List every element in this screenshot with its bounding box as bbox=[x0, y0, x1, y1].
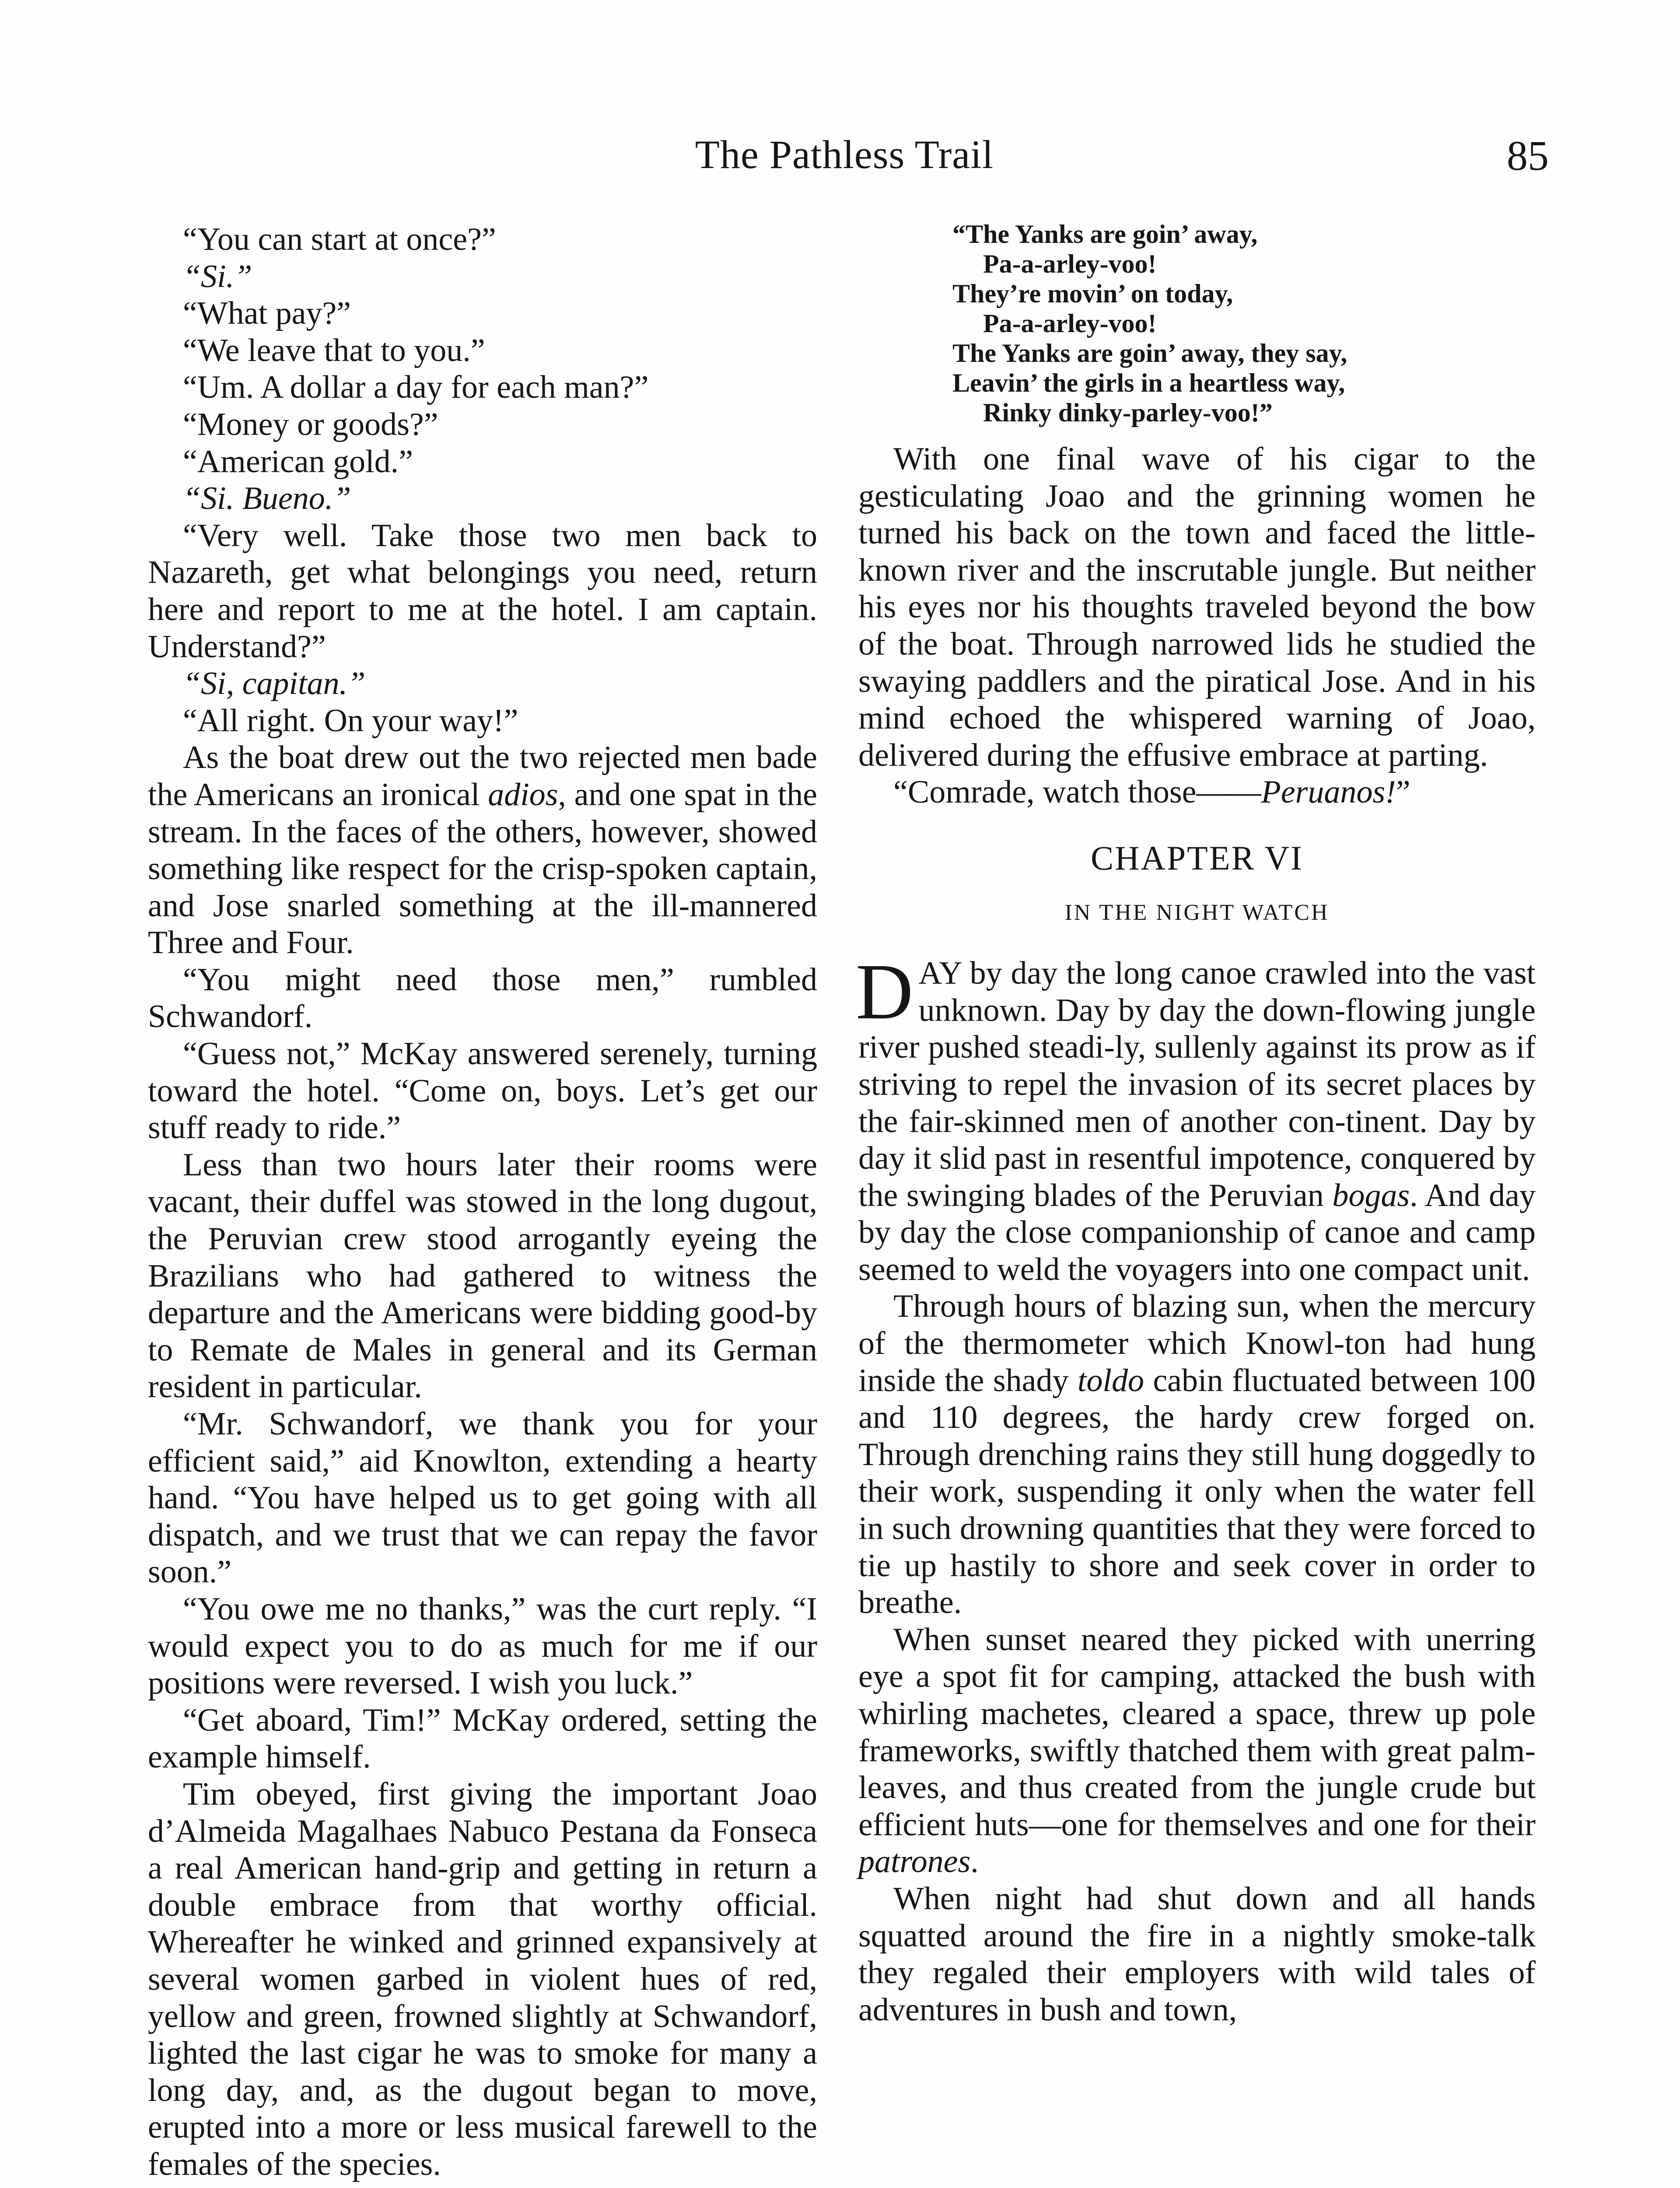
running-head bbox=[144, 131, 1549, 188]
italic-text: “Si.” bbox=[183, 258, 252, 295]
paragraph: Less than two hours later their rooms were vacant, their duffel was stowed in the long dugout, the Peruvian crew stood arrogantly eyeing the Brazilians who had gathered to witness the departure and the Americans were bidding good-by to Remate de Males in general and its German resident in particular. bbox=[148, 1147, 817, 1405]
text-run: ” bbox=[1396, 774, 1410, 810]
text-run: “Comrade, watch those—— bbox=[893, 774, 1261, 810]
text-run: When sunset neared they picked with unerring eye a spot fit for camping, attacked the bush with whirling machetes, cleared a space, threw up pole frameworks, swiftly thatched them with great palm-leaves, and thus created from the jungle crude but efficient huts—one for themselves and one for their bbox=[858, 1621, 1536, 1843]
paragraph bbox=[148, 258, 817, 295]
italic-text: “Si. Bueno.” bbox=[183, 480, 351, 517]
paragraph: “American gold.” bbox=[183, 443, 413, 480]
song-verse bbox=[952, 219, 1536, 428]
paragraph: “Very well. Take those two men back to Nazareth, get what belongings you need, return here and report to me at the hotel. I am captain. Understand?” bbox=[148, 517, 817, 665]
page-number: 85 bbox=[1507, 132, 1549, 179]
paragraph: With one final wave of his cigar to the gesticulating Joao and the grinning women he turned his back on the town and faced the little-known river and the inscrutable jungle. But neither his eyes nor his thoughts traveled beyond the bow of the boat. Through narrowed lids he studied the swaying paddlers and the piratical Jose. And in his mind echoed the whispered warning of Joao, delivered during the effusive embrace at parting. bbox=[858, 441, 1536, 773]
paragraph: “Mr. Schwandorf, we thank you for your efficient said,” aid Knowlton, extending a hearty hand. “You have helped us to get going with all dispatch, and we trust that we can repay the favor soon.” bbox=[148, 1406, 817, 1590]
verse-line: They’re movin’ on today, bbox=[952, 279, 1233, 308]
paragraph: “What pay?” bbox=[183, 295, 351, 332]
paragraph: “Um. A dollar a day for each man?” bbox=[183, 369, 649, 406]
italic-text: bogas bbox=[1332, 1177, 1410, 1213]
verse-line: Pa-a-arley-voo! bbox=[983, 309, 1157, 338]
italic-text: “Si, capitan.” bbox=[183, 666, 366, 702]
verse-line: Pa-a-arley-voo! bbox=[983, 249, 1157, 278]
paragraph: “Money or goods?” bbox=[183, 406, 438, 442]
drop-cap: D bbox=[856, 948, 914, 1036]
paragraph: “You can start at once?” bbox=[183, 221, 496, 257]
paragraph bbox=[858, 1288, 1536, 1621]
chapter-heading: CHAPTER VI bbox=[1091, 838, 1303, 877]
left-column bbox=[148, 221, 817, 2183]
text-run: Through hours of blazing sun, when the mercury of the thermometer which Knowl-ton had hung inside the shady bbox=[858, 1288, 1536, 1399]
page-title: The Pathless Trail bbox=[695, 132, 994, 177]
paragraph bbox=[858, 1621, 1536, 1880]
text-run: . And day by day the close companionship of canoe and camp seemed to weld the voyagers into one compact unit. bbox=[858, 1177, 1536, 1287]
italic-text: adios bbox=[488, 776, 558, 813]
text-run: As the boat drew out the two rejected men bade the Americans an ironical bbox=[148, 740, 817, 813]
paragraph: “You owe me no thanks,” was the curt reply. “I would expect you to do as much for me if our positions were reversed. I wish you luck.” bbox=[148, 1591, 817, 1701]
paragraph: “You might need those men,” rumbled Schwandorf. bbox=[148, 961, 817, 1035]
paragraph: “All right. On your way!” bbox=[183, 702, 518, 739]
paragraph: “Guess not,” McKay answered serenely, turning toward the hotel. “Come on, boys. Let’s get our stuff ready to ride.” bbox=[148, 1036, 817, 1146]
verse-line: “The Yanks are goin’ away, bbox=[952, 220, 1258, 249]
italic-text: toldo bbox=[1077, 1362, 1144, 1399]
text-run: , and one spat in the stream. In the faces of the others, however, showed something like respect for the crisp-spoken captain, and Jose snarled something at the ill-mannered Three and Four. bbox=[148, 776, 817, 961]
paragraph bbox=[856, 948, 1536, 1288]
paragraph bbox=[858, 774, 1536, 811]
italic-text: Peruanos! bbox=[1261, 774, 1396, 810]
text-run: cabin fluctuated between 100 and 110 degrees, the hardy crew forged on. Through drenching rains they still hung doggedly to their work, suspending it only when the water fell in such drowning quantities that they were forced to tie up hastily to shore and seek cover in order to breathe. bbox=[858, 1362, 1536, 1621]
verse-line: Leavin’ the girls in a heartless way, bbox=[952, 368, 1345, 397]
text-run: AY by day the long canoe crawled into the vast unknown. Day by day the down-flowing jungle river pushed steadi-ly, sullenly against its prow as if striving to repel the invasion of its secret places by the fair-skinned men of another con-tinent. Day by day it slid past in resentful impotence, conquered by the swinging blades of the Peruvian bbox=[858, 955, 1536, 1213]
right-column bbox=[858, 221, 1536, 2028]
paragraph: “We leave that to you.” bbox=[183, 332, 485, 368]
verse-line: Rinky dinky-parley-voo!” bbox=[983, 398, 1273, 427]
chapter-subheading: IN THE NIGHT WATCH bbox=[1064, 900, 1330, 925]
paragraph bbox=[148, 739, 817, 961]
paragraph bbox=[148, 480, 817, 517]
paragraph bbox=[148, 665, 817, 702]
verse-line: The Yanks are goin’ away, they say, bbox=[952, 339, 1348, 368]
paragraph: Tim obeyed, first giving the important Joao d’Almeida Magalhaes Nabuco Pestana da Fonseca a real American hand-grip and getting in return a double embrace from that worthy official. Whereafter he winked and grinned expansively at several women garbed in violent hues of red, yellow and green, frowned slightly at Schwandorf, lighted the last cigar he was to smoke for many a long day, and, as the dugout began to move, erupted into a more or less musical farewell to the females of the species. bbox=[148, 1776, 817, 2182]
paragraph: “Get aboard, Tim!” McKay ordered, setting the example himself. bbox=[148, 1702, 817, 1775]
text-run: . bbox=[970, 1844, 979, 1880]
italic-text: patrones bbox=[858, 1844, 971, 1880]
paragraph: When night had shut down and all hands squatted around the fire in a nightly smoke-talk they regaled their employers with wild tales of adventures in bush and town, bbox=[858, 1880, 1536, 2028]
